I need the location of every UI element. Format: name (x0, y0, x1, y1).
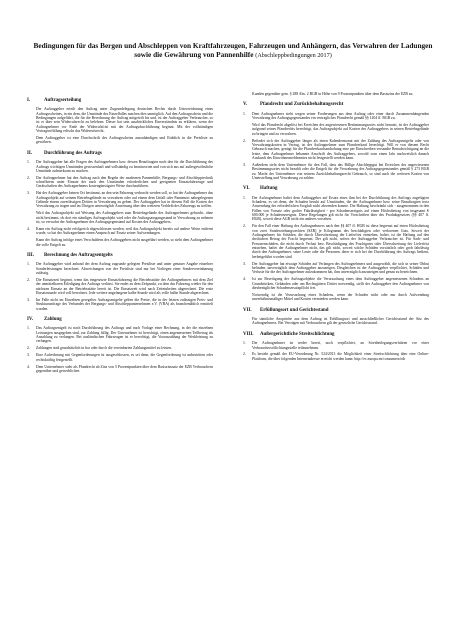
clause-number: 1. (27, 262, 30, 267)
clause-item (243, 317, 429, 326)
clause-item (243, 163, 429, 180)
clause-item (27, 211, 213, 224)
section-number: V. (243, 102, 248, 108)
clause-number: 4. (27, 364, 30, 369)
clause-text: Dem Unternehmer steht als Pfandrecht ab Zins von 5 Prozentpunkten über dem Basiszinssatz der EZB Verbrauchern gegenüber und gewerblichen (36, 364, 213, 373)
section-heading (27, 151, 213, 156)
clause-number: 3. (27, 353, 30, 358)
section-number: IV. (27, 317, 34, 322)
clause-item (27, 227, 213, 236)
clause-item (243, 196, 429, 222)
clause-number (27, 211, 36, 224)
clause-number: 2. (27, 278, 30, 282)
section-title: Haftung (260, 186, 278, 192)
clause-number: 3. (27, 297, 30, 302)
clause-text: Ist zur Beseitigung der Auftragsobjekte die Verursachung eines dem Auftraggeber angemessenen Schadens an Grundstücken, Gebäuden oder am Rechtsgütern Dritter notwendig, stellt der Auftraggeber den Auftragnehmer von diesbezüglicher Schadensersatzpflicht frei. (252, 277, 429, 291)
clause-item (27, 136, 213, 145)
clause-number (27, 238, 36, 247)
clause-item (27, 191, 213, 208)
section-number: VIII. (243, 331, 254, 337)
clause-item (27, 353, 213, 362)
section-title: Zahlung (44, 317, 62, 322)
clause-text: Der Auftraggeber hat etwaige Schäden auf Verlangen des Auftragnehmers und ausgewählt, die sich in seiner Obhut befinden, unverzüglich dem Auftraggeber anzuzeigen. Desgleichen ist der Auftraggeber verpflichtet, Schäden und Verluste für die der Auftragnehmer aufzukommen hat, ihm unverzüglich anzuzeigen und genau zu bezeichnen. (252, 261, 429, 275)
clause-item (243, 139, 429, 161)
clause-text: Der Auftraggeber wird anhand der dem Auftrag zugrunde gelegten Preisliste und unter genauer Angabe einzelner Sonderleistungen berechnet. Abweichungen von der Preisliste sind nur bei Vorliegen einer Sondervereinbarung zulässig. (36, 262, 213, 276)
clause-item (243, 224, 429, 259)
clause-item (27, 238, 213, 247)
clause-text: Das Auftragsentgelt ist nach Durchführung des Auftrags und nach Vorlage einer Rechnung, in der die einzelnen Leistungen ausgegeben sind, zur Zahlung fällig. Der Unternehmer ist berechtigt, einen angemessenen Teilbetrag als Anzahlung zu verlangen. Bei ausländischen Fahrzeugen ist er berechtigt, die Vorauszahlung der Werkleistung zu verlangen. (36, 326, 213, 344)
clause-text: Eine Aufrechnung mit Gegenforderungen ist ausgeschlossen, es sei denn, die Gegenforderung ist unbestritten oder rechtskräftig festgestellt. (36, 353, 213, 362)
clause-number: 1. (27, 160, 30, 165)
clause-text: Der Auftragnehmer hat den Auftrag nach den Regeln der modernen Pannenhilfe, Bergungs- und Abschlepptechnik schnellstens unter Einsatz der nach den Umständen erforderlichen und geeigneten Einsatzfahrzeuge und Gerätschaften des Auftragnehmers kostengünstigster Weise durchzuführen. (36, 175, 213, 189)
clause-number: 3. (27, 191, 30, 196)
clause-text: Wird das Auftragsobjekt auf Weisung des Auftraggebers zum Betriebsgelände des Auftragnehmers gebracht, ohne nicht bestimmt, ob dort ein ständiges Auftragsobjekt wird oder die Auftragsausgangsstand in Verwahrung zu nehmen ist, so verwahrt der Auftragnehmer des Auftragsgegenstand auf Kosten des Auftraggebers. (36, 211, 213, 225)
clause-text: Dem Auftragnehmer steht wegen seiner Forderungen aus dem Auftrag oder einer durch Zusammenhängenden Verwahrung des Auftragsgegenstandes ein vertragliches Pfandrecht gemäß §§ 1204 ff. BGB zu. (252, 111, 429, 121)
clause-text: Außerdem steht dem Unternehmer für den Fall, dass das Billige Abschleppgut bei Erreichen des angewiesenen Bestimmungsortes nicht bezahlt oder die Entgelt für die Verwahrung des Auftragsgegenstandes gemäß § 273 BGB zu. Macht der Unternehmer von seinem Zurückbehaltungsrecht Gebrauch, so sind auch die weiteren Kosten von Unterstellung und Verwahrung zu zahlen. (252, 162, 429, 180)
clause-number (243, 123, 252, 136)
clause-number (27, 107, 36, 133)
section-title: Außergerichtliche Streitschlichtung (260, 331, 335, 337)
clause-text: Für sämtliche Ansprüche aus dem Auftrag ist Erfüllungsort und ausschließlicher Gerichtsstand der Sitz des Auftragnehmers. Bei Verträgen mit Verbrauchern gilt der gesetzliche Gerichtsstand. (252, 317, 429, 326)
clause-number (243, 92, 252, 96)
section-number: II. (27, 150, 33, 156)
clause-item (27, 262, 213, 275)
clause-text: Hat der Auftraggeber keinen Ort bestimmt, an den sein Fahrzeug verbracht werden soll, so hat der Auftragnehmer das Auftragsobjekt auf seinem Betriebsgelände zu verwahren oder auf einem dem Unfall oder Pannenort nahegelegenen Gelände einem zuverlässigen Dritten in Verwahrung zu geben. Der Auftraggeber hat in diesem Fall die Kosten der Verwahrung zu tragen und im Übrigen unverzüglich Anweisung über den weiteren Verbleib des Fahrzeugs zu treffen. (36, 191, 213, 209)
section-heading (243, 308, 429, 313)
clause-number: 2. (27, 175, 30, 180)
left-column (27, 92, 213, 376)
clause-item (243, 352, 429, 361)
section-title: Durchführung des Auftrags (44, 150, 102, 156)
section-number: VII. (243, 307, 252, 313)
clause-item (243, 92, 429, 96)
clause-item (243, 112, 429, 121)
section-heading (27, 98, 213, 103)
clause-item (27, 278, 213, 295)
clause-number: 3. (243, 162, 246, 167)
clause-item (243, 341, 429, 350)
clause-number: 3. (243, 261, 246, 266)
section-heading (243, 102, 429, 107)
clause-text: Wird das Pfandrecht abgelöst bei Erreichen des angewiesenen Bestimmungsortes nicht benutzt, ist der Auftraggeber aufgrund seines Pfandrechts berechtigt, das Auftragsobjekt auf Kosten des Auftraggebers in seinen Betriebsgelände zu bringen und zu verwahren. (252, 123, 429, 136)
clause-text: Kunden gegenüber gem. § 288 Abs. 2 BGB in Höhe von 9 Prozentpunkten über dem Basiszins der EZB zu. (252, 92, 414, 96)
section-title: Berechnung des Auftragsentgelts (44, 252, 113, 258)
clause-text: Kann ein Auftrag nicht erfolgreich abgeschlossen werden, weil das Auftragsobjekt bereits auf andere Weise entfernt wurde, so hat der Auftragnehmer einen Anspruch auf Ersatz seiner Aufwendungen. (36, 227, 213, 236)
clause-number: 2. (27, 346, 30, 351)
clause-number: 2. (243, 138, 246, 143)
section-number: III. (27, 252, 34, 258)
clause-text: Notwendig ist die Verursachung eines Schadens, wenn der Schaden nicht oder nur durch Aufwendung unverhältnismäßiger Mittel und Kosten vermieden werden kann. (252, 293, 429, 302)
clause-number: 1. (27, 326, 30, 331)
section-heading (27, 317, 213, 322)
clause-number: 4. (243, 277, 246, 282)
clause-text: Kann der Auftrag infolge eines Verschuldens des Auftraggebers nicht ausgeführt werden, so steht dem Auftragnehmer die volle Entgelt zu. (36, 238, 213, 247)
clause-text: Dem Auftraggeber ist eine Durchschrift des Auftragsscheins auszuhändigen und Einblick in die Preisliste zu gewähren. (36, 136, 213, 145)
clause-item (243, 123, 429, 136)
document-title (28, 42, 438, 60)
clause-number: 2. (243, 224, 246, 229)
section-heading (27, 253, 213, 258)
section-title: Pfandrecht und Zurückbehaltungsrecht (260, 102, 344, 108)
clause-number (27, 136, 36, 145)
section-number: I. (27, 98, 31, 103)
right-column (243, 92, 429, 364)
clause-number: 1. (243, 341, 246, 346)
clause-item (243, 262, 429, 275)
clause-text: Zahlungen sind grundsätzlich in bar oder durch die vereinbarten Zahlungsmittel zu leisten. (36, 346, 172, 351)
clause-text: Die Einsatzzeit beginnt, wenn das eingesetzte Einsatzfahrzeug die Betriebsstätte des Auftragnehmers mit dem Ziel der unmittelbaren Erledigung des Auftrags verlässt. Sie endet zu dem Zeitpunkt, zu dem das Fahrzeug wieder für den nächsten Einsatz an der Betriebsstätte bereit ist. Die Einsatzzeit wird nach Zeiteinheiten abgerechnet. Die erste Einsatzstunde wird voll berechnet. Jede weitere angefangene halbe Stunde wird als volle halbe Stunde abgerechnet. (36, 278, 213, 296)
section-number: VI. (243, 186, 250, 192)
clause-item (243, 277, 429, 290)
clause-number: 4. (27, 227, 30, 231)
clause-number: 2. (243, 352, 246, 357)
title-text: Bedingungen für das Bergen und Abschleppen von Kraftfahrzeugen, Fahrzeugen und Anhängern, das Verwahren der Ladungen sowie die Gewährung von Pannenhilfe (33, 41, 433, 59)
clause-item (27, 298, 213, 311)
clause-text: Der Auftraggeber hat alle Fragen des Auftragnehmers bzw. dessen Beauftragten nach den für die Durchführung des Auftrags wichtigen Umständen gewissenhaft und vollständig zu beantworten und von sich aus auf außergewöhnliche Umstände aufmerksam zu machen. (36, 160, 213, 173)
section-title: Erfüllungsort und Gerichtsstand (260, 307, 329, 313)
title-subtitle: (Abschleppbedingungen 2017) (255, 51, 332, 59)
clause-item (27, 326, 213, 343)
clause-text: Es besteht gemäß der EU-Verordnung Nr. 524/2013 die Möglichkeit einer Streitschlichtung über eine Online-Plattform, die über folgenden Internetadresse erreicht werden kann: http://ec.europa.eu/consumers/odr (252, 352, 429, 361)
clause-item (27, 365, 213, 374)
clause-text: Im Falle nicht im Einzelnen geregelter Auftragsentgelte gelten die Preise, die in der letzten zulässigen Preis- und Strukturumfrage des Verbandes der Bergungs- und Abschleppunternehmen e.V. (VBA) als branchenüblich ermittelt wurden. (36, 297, 213, 311)
clause-text: Befindet sich der Auftraggeber länger als einen Kalendermonat mit der Zahlung des Auftragsentgelts oder von Verwahrungskosten in Verzug, ist der Auftragnehmer zum Pfandverkauf berechtigt. Will er von diesem Recht Gebrauch machen, genügt für die Pfandverkaufsandrohung eine per Einschreiben versandte Benachrichtigung an die letzte, dem Auftragnehmer bekannte Anschrift des Auftraggebers, sowohl vom einen Jahr nachweislich danach Auskunft des Einwohnermeldeamtes nicht festgestellt werden kann. (252, 138, 429, 161)
clause-text: Für den Fall einer Haftung des Auftragnehmers nach den §§ 407 ff. HGB ist diese begrenzt auf einen Höchstbetrag von zwei Sonderziehungsrechten (SZR) je Kilogramm des beschädigten oder verlorenen Guts. Soweit der Auftragnehmer für Schäden, die durch Überschreitung der Lieferfrist entstehen, haftet, ist die Haftung auf den dreifachen Betrag der Fracht begrenzt. Der gilt nicht, sofern der Auftraggeber Verbraucher ist. Für Sach- und Personenschäden, die nicht durch Verlust bzw. Beschädigung des Frachtgutes oder Überschreitung der Lieferfrist entstehen, haftet der Auftragnehmer nicht, das gilt nicht, soweit solche Schäden vorsätzlich oder grob fahrlässig durch den Auftragnehmer, seine Leute oder die Personen, derer er sich bei der Durchführung des Auftrags bedient, herbeigeführt worden sind. (252, 224, 429, 259)
section-title: Auftragserteilung (44, 98, 82, 103)
clause-number (243, 293, 252, 302)
section-heading (243, 186, 429, 191)
clause-item (27, 346, 213, 350)
clause-number (243, 317, 252, 326)
clause-number: 1. (243, 195, 246, 200)
clause-item (243, 293, 429, 302)
clause-item (27, 160, 213, 173)
clause-item (27, 107, 213, 133)
clause-item (27, 176, 213, 189)
clause-text: Der Auftragnehmer haftet dem Auftraggeber auf Ersatz eines ihm bei der Durchführung des Auftrags zugefügten Schadens, es sei denn, der Schaden beruht auf Umständen, die der Auftragnehmer bzw. seine Beauftragten trotz Anwendung der erforderlichen Sorgfalt nicht abwenden konnte. Die Haftung beschränkt sich - ausgenommen in den Fällen von Vorsatz oder grober Fahrlässigkeit - pro Schadensereignis auf einen Höchstbetrag von insgesamt € 600.000 je Schadensereignis. Diese Regelungen gilt nicht für Vorschriften über des Produktgesetzes (§§ 407 ff. HGB), soweit diese AGB nicht ein anderes vorsehen. (252, 195, 429, 222)
section-heading (243, 332, 429, 337)
clause-text: Der Auftragnehmer ist weder bereit, noch verpflichtet, an Streitbeilegungsverfahren vor einer Verbraucherschlichtungsstelle teilzunehmen. (252, 341, 429, 350)
clause-text: Der Auftraggeber erteilt den Auftrag unter Zugrundelegung deutschen Rechts durch Unterzeichnung eines Auftragsscheines, in ein dem, die Umstände des Einzelfalles machen dies unmöglich. Auf den Auftragsschein und die Bedingungen aufgeführt, die für die Berechnung der Auftrag mitgeteilt bis und, ist der Auftraggeber Verbraucher, so ist er über sein Widerrufsrecht zu belehren. Dieser hat sein ausdrückliches Einverständnis zu erklären, wenn der Auftragnehmer vor Ende der Widerrufsfrist mit der Auftragsdurchführung beginnt. Mit der vollständigen Vertragserfüllung erlischt das Widerrufsrecht. (36, 107, 213, 134)
clause-number: 1. (243, 111, 246, 116)
